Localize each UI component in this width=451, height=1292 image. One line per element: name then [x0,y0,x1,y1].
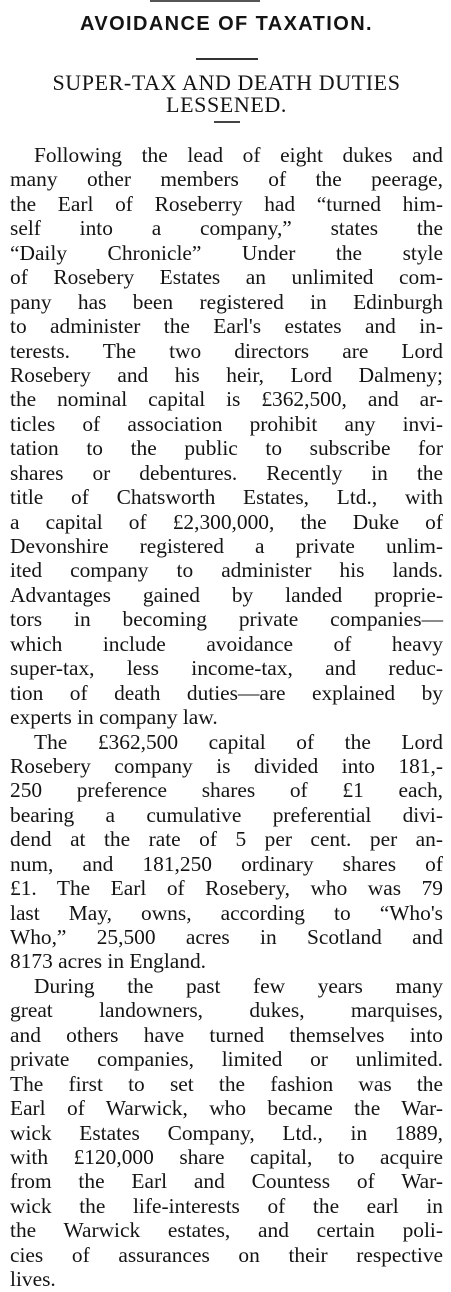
article-line: wick the life-interests of the earl in [10,1193,443,1218]
top-rule [150,0,260,2]
article-line: bearing a cumulative preferential divi- [10,802,443,827]
headline: AVOIDANCE OF TAXATION. [79,13,374,35]
article-line: and others have turned themselves into [10,1022,443,1047]
article-line: many other members of the peerage, [10,167,443,192]
article-paragraph [10,143,443,730]
article-line: Rosebery company is divided into 181,- [10,753,443,778]
article-line: Who,” 25,500 acres in Scotland and [10,925,443,949]
article-line: the Earl of Roseberry had “turned him- [10,191,443,216]
article-line: private companies, limited or unlimited. [10,1047,443,1072]
article-line: Earl of Warwick, who became the War- [10,1096,443,1121]
article-line: which include avoidance of heavy [10,631,443,656]
article-line: cies of assurances on their respective [10,1242,443,1267]
article-line: a capital of £2,300,000, the Duke of [10,509,443,534]
subheadline-line: LESSENED. [166,92,287,117]
article-line: wick Estates Company, Ltd., in 1889, [10,1120,443,1145]
article-line: ticles of association prohibit any invi- [10,411,443,436]
article-line: the nominal capital is £362,500, and ar- [10,387,443,412]
article-line: tors in becoming private companies— [10,607,443,632]
article-line: from the Earl and Countess of War- [10,1169,443,1194]
article-line: with £120,000 share capital, to acquire [10,1144,443,1169]
article-line: 8173 acres in England. [10,949,207,974]
article-line: £1. The Earl of Rosebery, who was 79 [10,876,443,901]
article-line: shares or debentures. Recently in the [10,460,443,485]
article-line: lives. [10,1267,56,1292]
article-line: terests. The two directors are Lord [10,338,443,363]
article-line: During the past few years many [34,973,443,998]
article-line: Devonshire registered a private unlim- [10,534,443,558]
article-line: tion of death duties—are explained by [10,680,443,705]
article-line: Rosebery and his heir, Lord Dalmeny; [10,362,443,387]
article-line: tation to the public to subscribe for [10,436,443,461]
article-line: the Warwick estates, and certain poli- [10,1218,443,1243]
article-line: super-tax, less income-tax, and reduc- [10,656,443,681]
article-line: to administer the Earl's estates and in- [10,314,443,339]
headline-divider [196,58,258,60]
article-line: “Daily Chronicle” Under the style [10,240,443,265]
article-line: of Rosebery Estates an unlimited com- [10,265,443,290]
article-line: dend at the rate of 5 per cent. per an- [10,827,443,852]
article-line: ited company to administer his lands. [10,558,443,583]
article-line: Following the lead of eight dukes and [34,143,443,167]
article-line: The £362,500 capital of the Lord [34,729,443,754]
article-line: last May, owns, according to “Who's [10,900,443,925]
article-paragraph [10,974,443,1292]
article-line: 250 preference shares of £1 each, [10,778,443,803]
article-line: Advantages gained by landed proprie- [10,582,443,607]
subheadline-line: SUPER-TAX AND DEATH DUTIES [52,70,401,95]
article-line: experts in company law. [10,705,218,730]
subheadline [10,72,443,116]
article-line: pany has been registered in Edinburgh [10,289,443,314]
article-line: great landowners, dukes, marquises, [10,998,443,1023]
subheadline-rule [214,121,240,123]
article-line: num, and 181,250 ordinary shares of [10,851,443,876]
article-line: title of Chatsworth Estates, Ltd., with [10,485,443,510]
article-line: The first to set the fashion was the [10,1071,443,1096]
article-paragraph [10,730,443,974]
article-body [10,143,443,1292]
article-line: self into a company,” states the [10,216,443,241]
